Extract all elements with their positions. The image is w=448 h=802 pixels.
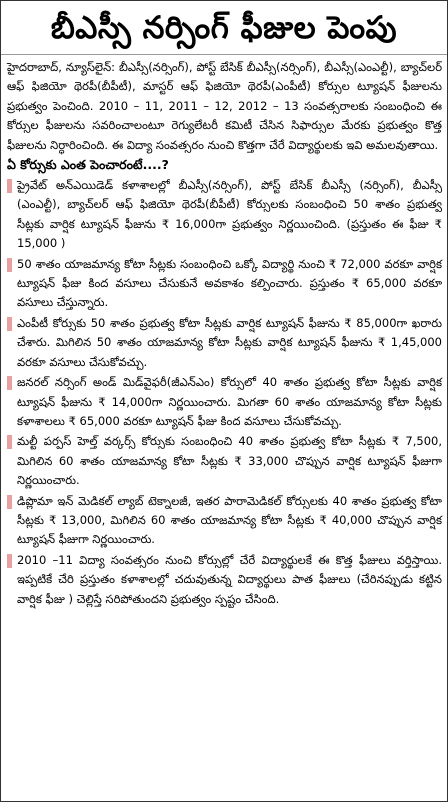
list-item — [7, 176, 442, 254]
bullet-marker — [7, 554, 12, 568]
list-item — [7, 314, 442, 372]
list-item — [7, 551, 442, 609]
bullet-marker — [7, 435, 12, 449]
list-item-text: ఎంపీటీ కోర్సుకు 50 శాతం ప్రభుత్వ కోటా సీట్లకు వార్షిక ట్యూషన్ ఫీజును ₹ 85,000గా ఖరారు చేశారు. మిగిలిన 50 శాతం యాజమాన్య కోటా సీట్లకు వార్షిక ట్యూషన్ ఫీజును ₹ 1,45,000 వరకూ వసూలు చేసుకోవచ్చు. — [17, 315, 442, 369]
list-item-text: జనరల్ నర్సింగ్ అండ్ మిడ్‌వైఫరీ(జీఎన్‌ఎం) కోర్సులో 40 శాతం ప్రభుత్వ కోటా సీట్లకు వార్షిక ట్యూషన్ ఫీజును ₹ 14,000గా నిర్ణయించారు. మిగతా 60 శాతం యాజమాన్య కోటా సీట్లకు కళాశాలలు ₹ 65,000 వరకూ ట్యూషన్ ఫీజు కింద వసూలు చేసుకోవచ్చు. — [17, 375, 442, 428]
bullet-marker — [7, 376, 12, 390]
bullet-marker — [7, 258, 12, 272]
list-item — [7, 432, 442, 490]
bullet-marker — [7, 495, 12, 509]
intro-paragraph — [7, 58, 442, 155]
list-item — [7, 373, 442, 431]
list-item-text: ప్రైవేట్ అన్‌ఎయిడెడ్ కళాశాలల్లో బీఎస్సీ(నర్సింగ్), పోస్ట్ బేసిక్ బీఎస్సీ (నర్సింగ్), బీఎస్సీ (ఎంఎల్టీ), బ్యాచ్‌లర్ ఆఫ్ ఫిజియో థెరపీ(బీపీటీ) కోర్సులకు సంబంధించి 50 శాతం ప్రభుత్వ సీట్లకు వార్షిక ట్యూషన్ ఫీజును ₹ 16,000గా ప్రభుత్వం నిర్ణయించింది. (ప్రస్తుతం ఈ ఫీజు ₹ 15,000 ) — [17, 178, 442, 251]
intro-text: బీఎస్సీ(నర్సింగ్), పోస్ట్ బేసిక్ బీఎస్సీ(నర్సింగ్), బీఎస్సీ(ఎంఎల్టీ), బ్యాచ్‌లర్ ఆఫ్ ఫిజియో థెరపీ(బీపీటీ), మాస్టర్ ఆఫ్ ఫిజియో థెరపీ(ఎంపీటీ) కోర్సుల ట్యూషన్ ఫీజులను ప్రభుత్వం పెంచింది. 2010 – 11, 2011 – 12, 2012 – 13 సంవత్సరాలకు సంబంధించి ఈ కోర్సుల ఫీజులను సవరించాలంటూ రెగ్యులేటరీ కమిటీ చేసిన సిఫార్సుల మేరకు ప్రభుత్వం కొత్త ఫీజులను నిర్ధారించింది. ఈ విద్యా సంవత్సరం నుంచి కొత్తగా చేరే విద్యార్థులకు ఇవి అమలవుతాయి. — [7, 60, 443, 152]
list-item-text: 2010 –11 విద్యా సంవత్సరం నుంచి కోర్సుల్లో చేరే విద్యార్థులకే ఈ కొత్త ఫీజులు వర్తిస్తాయి. ఇప్పటికే చేరి ప్రస్తుతం కళాశాలల్లో చదువుతున్న విద్యార్థులు పాత ఫీజులు (చేరినప్పుడు కట్టిన వార్షిక ఫీజు ) చెల్లిస్తే సరిపోతుందని ప్రభుత్వం స్పష్టం చేసింది. — [17, 552, 442, 606]
list-item — [7, 492, 442, 550]
section-subhead: ఏ కోర్సుకు ఎంత పెంచారంటే....? — [7, 157, 169, 173]
list-item-text: 50 శాతం యాజమాన్య కోటా సీట్లకు సంబంధించి ఒక్కో విద్యార్థి నుంచి ₹ 72,000 వరకూ వార్షిక ట్యూషన్ ఫీజు కింద వసూలు చేసుకునే అవకాశం కల్పించారు. ప్రస్తుతం ₹ 65,000 వరకూ వసూలు చేస్తున్నారు. — [17, 256, 442, 310]
list-item — [7, 255, 442, 313]
dateline: హైదరాబాద్, న్యూస్‌లైన్: — [7, 60, 116, 74]
bullet-marker — [7, 179, 12, 193]
bullet-marker — [7, 317, 12, 331]
headline: బీఎస్సీ నర్సింగ్ ఫీజుల పెంపు — [1, 5, 447, 55]
list-item-text: డిప్లొమా ఇన్ మెడికల్ ల్యాబ్ టెక్నాలజీ, ఇతర పారామెడికల్ కోర్సులకు 40 శాతం ప్రభుత్వ కోటా సీట్లకు ₹ 13,000, మిగిలిన 60 శాతం యాజమాన్య కోటా సీట్లకు ₹ 40,000 చొప్పున వార్షిక ట్యూషన్ ఫీజుగా నిర్ణయించారు. — [17, 493, 442, 547]
list-item-text: మల్టీ పర్పస్ హెల్త్ వర్కర్స్ కోర్సుకు సంబంధించి 40 శాతం ప్రభుత్వ కోటా సీట్లకు ₹ 7,500, మిగిలిన 60 శాతం యాజమాన్య కోటా సీట్లకు ₹ 33,000 చొప్పున వార్షిక ట్యూషన్ ఫీజుగా నిర్ణయించారు. — [17, 434, 442, 488]
